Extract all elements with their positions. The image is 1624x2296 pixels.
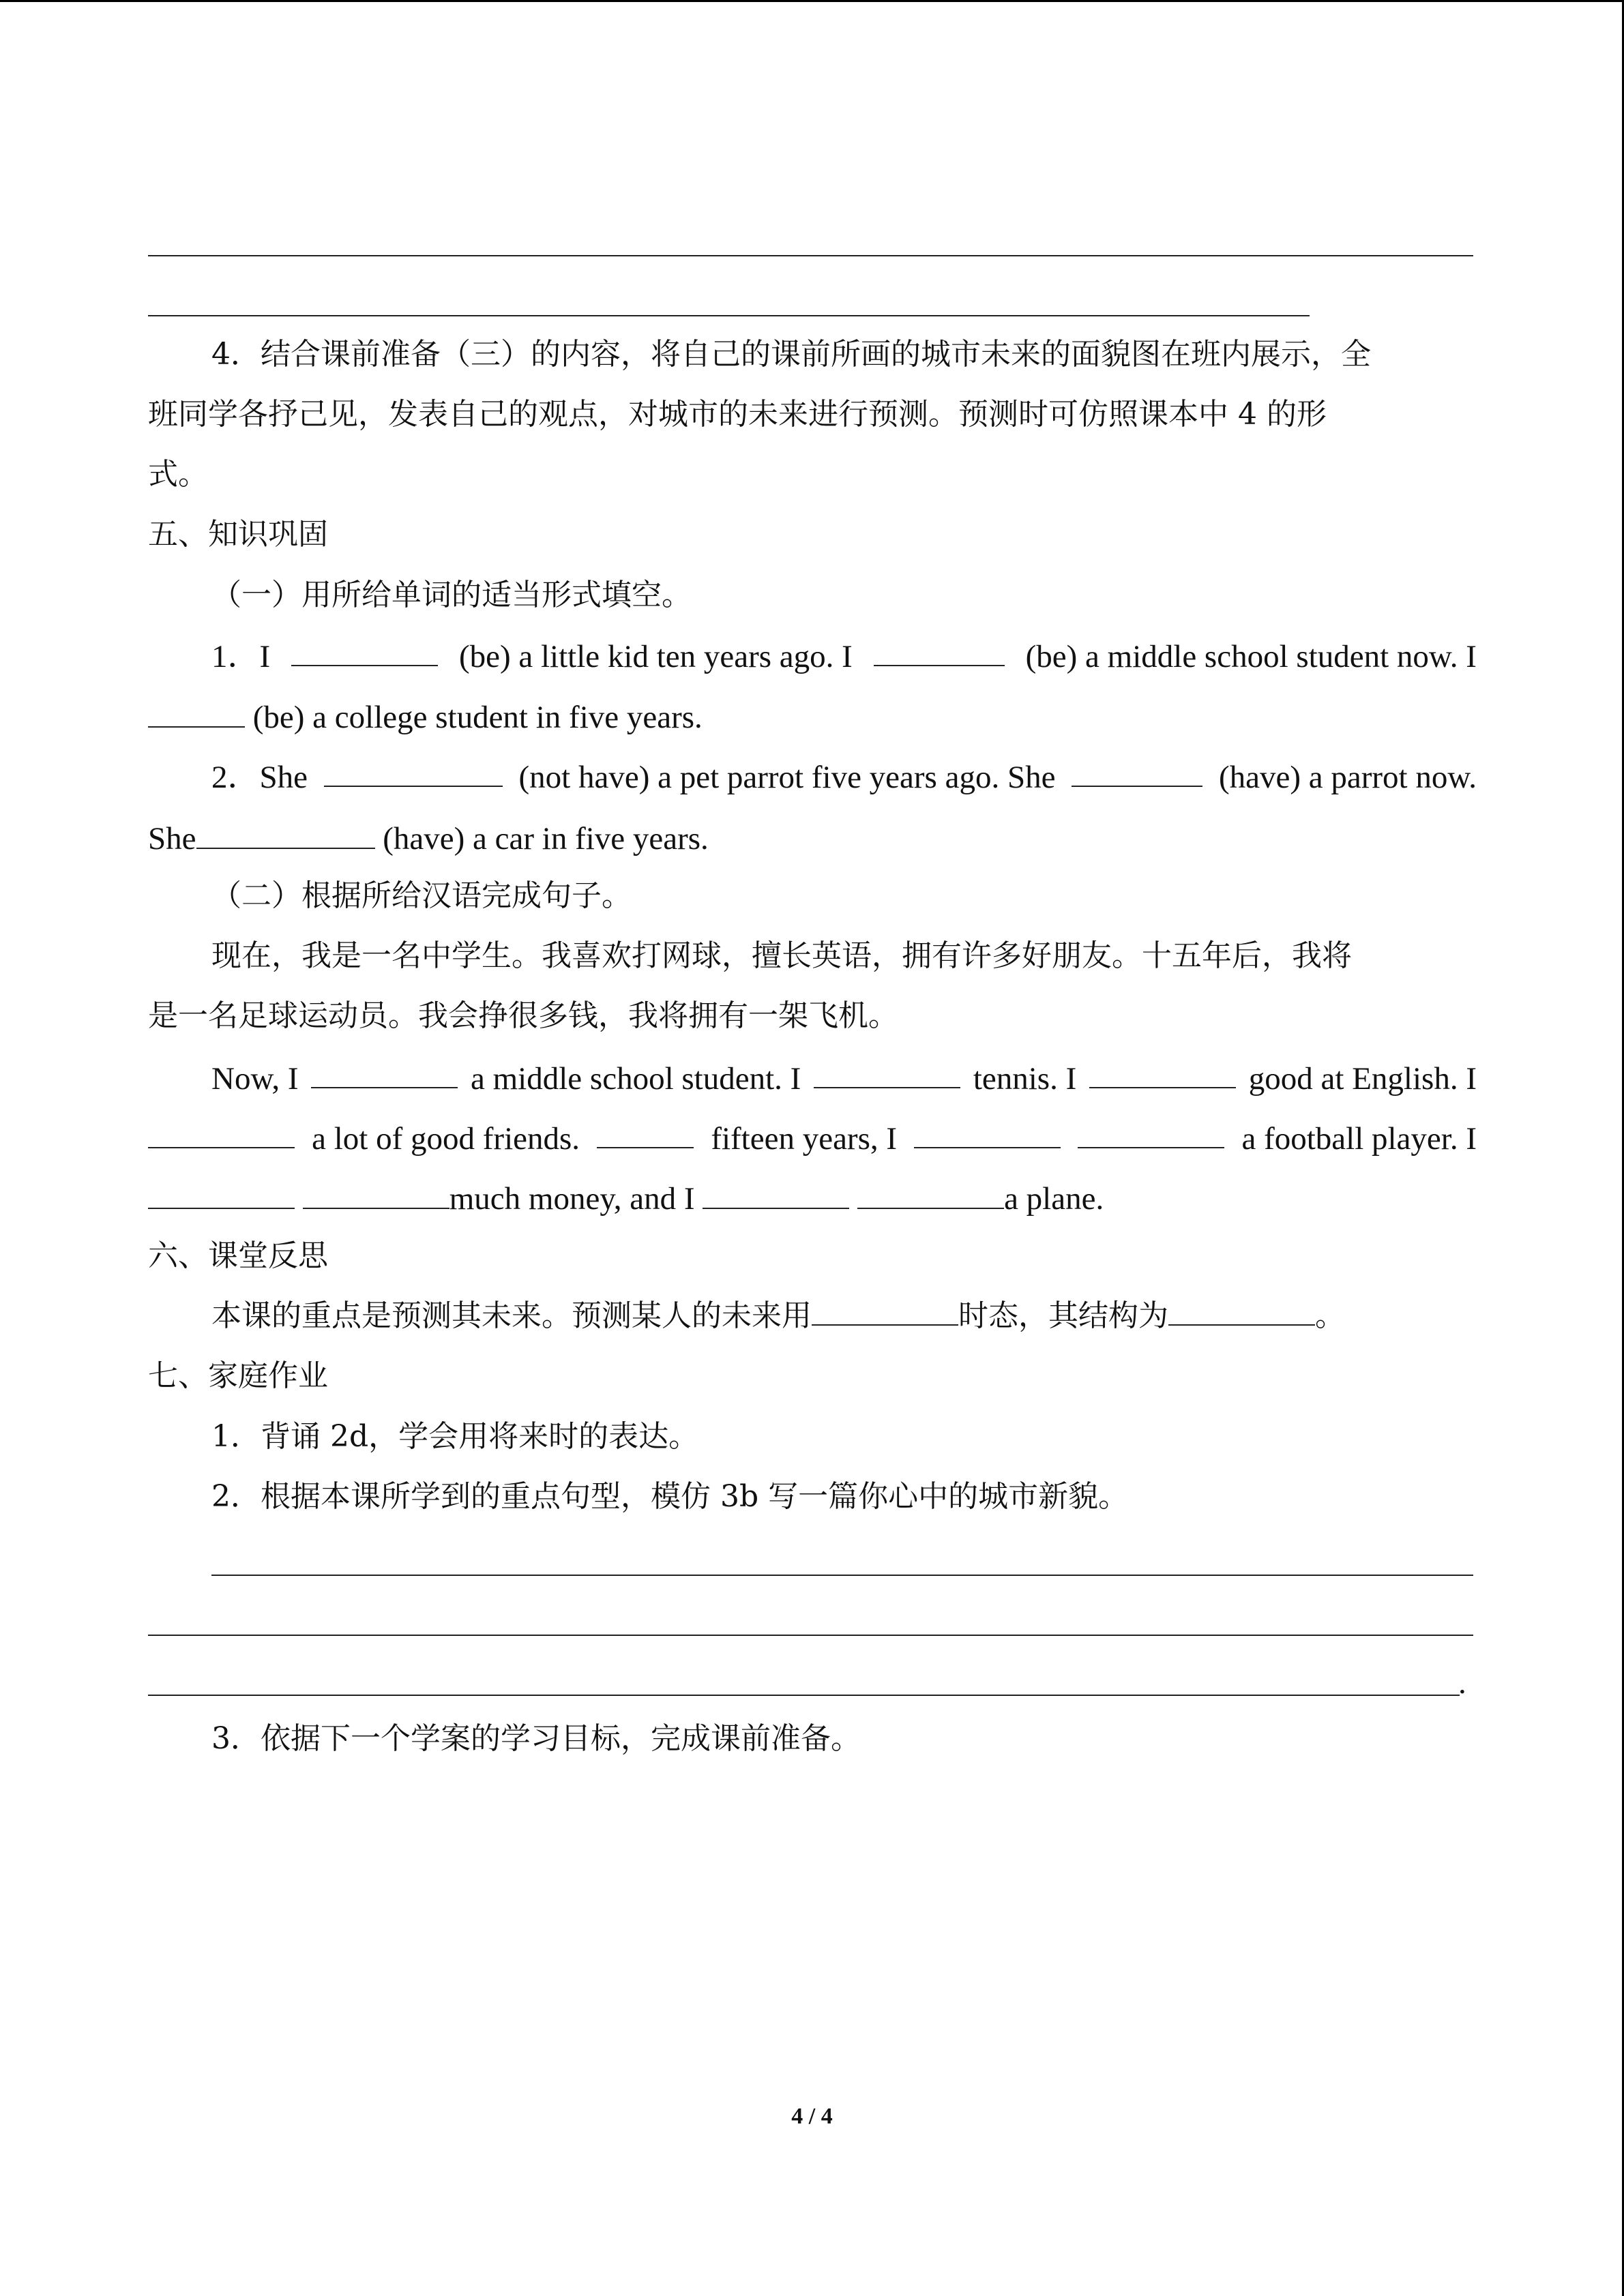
en1-part-c: tennis. I bbox=[973, 1061, 1077, 1097]
q1-part-a: 1．I bbox=[211, 639, 271, 674]
en3-blank-1[interactable] bbox=[148, 1180, 295, 1209]
task4-line1-text: 4．结合课前准备（三）的内容，将自己的课前所画的城市未来的面貌图在班内展示，全 bbox=[211, 337, 1371, 372]
section6-text-b: 时态，其结构为 bbox=[958, 1298, 1168, 1333]
en1-part-b: a middle school student. I bbox=[471, 1061, 801, 1097]
en2-blank-4[interactable] bbox=[1078, 1120, 1224, 1148]
section6-text-c: 。 bbox=[1315, 1298, 1345, 1333]
en1-part-d: good at English. I bbox=[1248, 1061, 1477, 1097]
writing-line bbox=[148, 1635, 1473, 1636]
section6-text bbox=[211, 1297, 1345, 1335]
section6-text-a: 本课的重点是预测其未来。预测某人的未来用 bbox=[211, 1298, 812, 1333]
en3-blank-3[interactable] bbox=[703, 1180, 849, 1209]
en3-blank-4[interactable] bbox=[857, 1180, 1004, 1209]
q2-part-c: (have) a parrot now. bbox=[1219, 760, 1477, 795]
writing-line bbox=[148, 1695, 1460, 1696]
en2-blank-2[interactable] bbox=[597, 1120, 694, 1148]
en1-part-a: Now, I bbox=[211, 1061, 299, 1097]
section6-title: 六、课堂反思 bbox=[148, 1238, 328, 1273]
en3-blank-2[interactable] bbox=[303, 1180, 449, 1209]
writing-line bbox=[211, 1575, 1473, 1576]
answer-line bbox=[148, 255, 1473, 256]
en2-part-a: a lot of good friends. bbox=[312, 1121, 580, 1157]
homework-item-2: 2．根据本课所学到的重点句型，模仿 3b 写一篇你心中的城市新貌。 bbox=[211, 1479, 1129, 1514]
translation-line1 bbox=[211, 1060, 1477, 1098]
task4-line2-text: 班同学各抒己见，发表自己的观点，对城市的未来进行预测。预测时可仿照课本中 4 的形 bbox=[148, 397, 1327, 432]
q1-part-c: (be) a middle school student now. I bbox=[1025, 639, 1477, 674]
task4-line1 bbox=[211, 336, 1473, 374]
q1-blank-2[interactable] bbox=[874, 638, 1005, 666]
chinese-passage-line1-text: 现在，我是一名中学生。我喜欢打网球，擅长英语，拥有许多好朋友。十五年后，我将 bbox=[211, 938, 1352, 973]
q2-blank-2[interactable] bbox=[1072, 758, 1202, 787]
translation-line2 bbox=[148, 1120, 1477, 1158]
question-2-line2 bbox=[148, 820, 709, 858]
section6-blank-2[interactable] bbox=[1168, 1297, 1315, 1326]
q2-part-b: (not have) a pet parrot five years ago. She bbox=[518, 760, 1056, 795]
section5-sub1: （一）用所给单词的适当形式填空。 bbox=[211, 578, 692, 612]
homework-item-3: 3．依据下一个学案的学习目标，完成课前准备。 bbox=[211, 1721, 861, 1756]
q1-blank-3[interactable] bbox=[148, 699, 245, 728]
section5-title: 五、知识巩固 bbox=[148, 517, 328, 552]
en3-part-b: a plane. bbox=[1004, 1181, 1104, 1217]
q2-part-e: (have) a car in five years. bbox=[383, 821, 709, 856]
task4-line2 bbox=[148, 396, 1327, 434]
en2-part-c: a football player. I bbox=[1241, 1121, 1477, 1157]
q2-part-a: 2．She bbox=[211, 760, 308, 795]
task4-line3 bbox=[148, 456, 208, 494]
en3-part-a: much money, and I bbox=[449, 1181, 695, 1217]
q1-part-d: (be) a college student in five years. bbox=[252, 700, 703, 735]
en1-blank-1[interactable] bbox=[311, 1060, 458, 1088]
translation-line3 bbox=[148, 1180, 1104, 1218]
homework-item-1: 1．背诵 2d，学会用将来时的表达。 bbox=[211, 1419, 699, 1454]
en2-blank-3[interactable] bbox=[914, 1120, 1061, 1148]
en2-part-b: fifteen years, I bbox=[711, 1121, 898, 1157]
answer-line bbox=[148, 315, 1310, 316]
section7-title: 七、家庭作业 bbox=[148, 1358, 328, 1393]
page-number: 4 / 4 bbox=[791, 2104, 833, 2129]
en1-blank-2[interactable] bbox=[814, 1060, 960, 1088]
q2-blank-1[interactable] bbox=[324, 758, 503, 787]
q2-blank-3[interactable] bbox=[196, 820, 375, 849]
question-2-line1 bbox=[211, 758, 1477, 796]
section6-blank-1[interactable] bbox=[812, 1297, 958, 1326]
q1-blank-1[interactable] bbox=[291, 638, 438, 666]
chinese-passage-line2: 是一名足球运动员。我会挣很多钱，我将拥有一架飞机。 bbox=[148, 998, 898, 1033]
writing-period: . bbox=[1458, 1665, 1466, 1701]
chinese-passage-line1 bbox=[211, 937, 1473, 975]
q1-part-b: (be) a little kid ten years ago. I bbox=[458, 639, 853, 674]
section5-sub2: （二）根据所给汉语完成句子。 bbox=[211, 878, 632, 913]
question-1-line2 bbox=[148, 698, 703, 736]
task4-line3-text: 式。 bbox=[148, 457, 208, 492]
en1-blank-3[interactable] bbox=[1089, 1060, 1236, 1088]
page-border-top bbox=[0, 0, 1624, 2]
question-1-line1 bbox=[211, 638, 1477, 676]
en2-blank-1[interactable] bbox=[148, 1120, 295, 1148]
q2-part-d: She bbox=[148, 821, 196, 856]
